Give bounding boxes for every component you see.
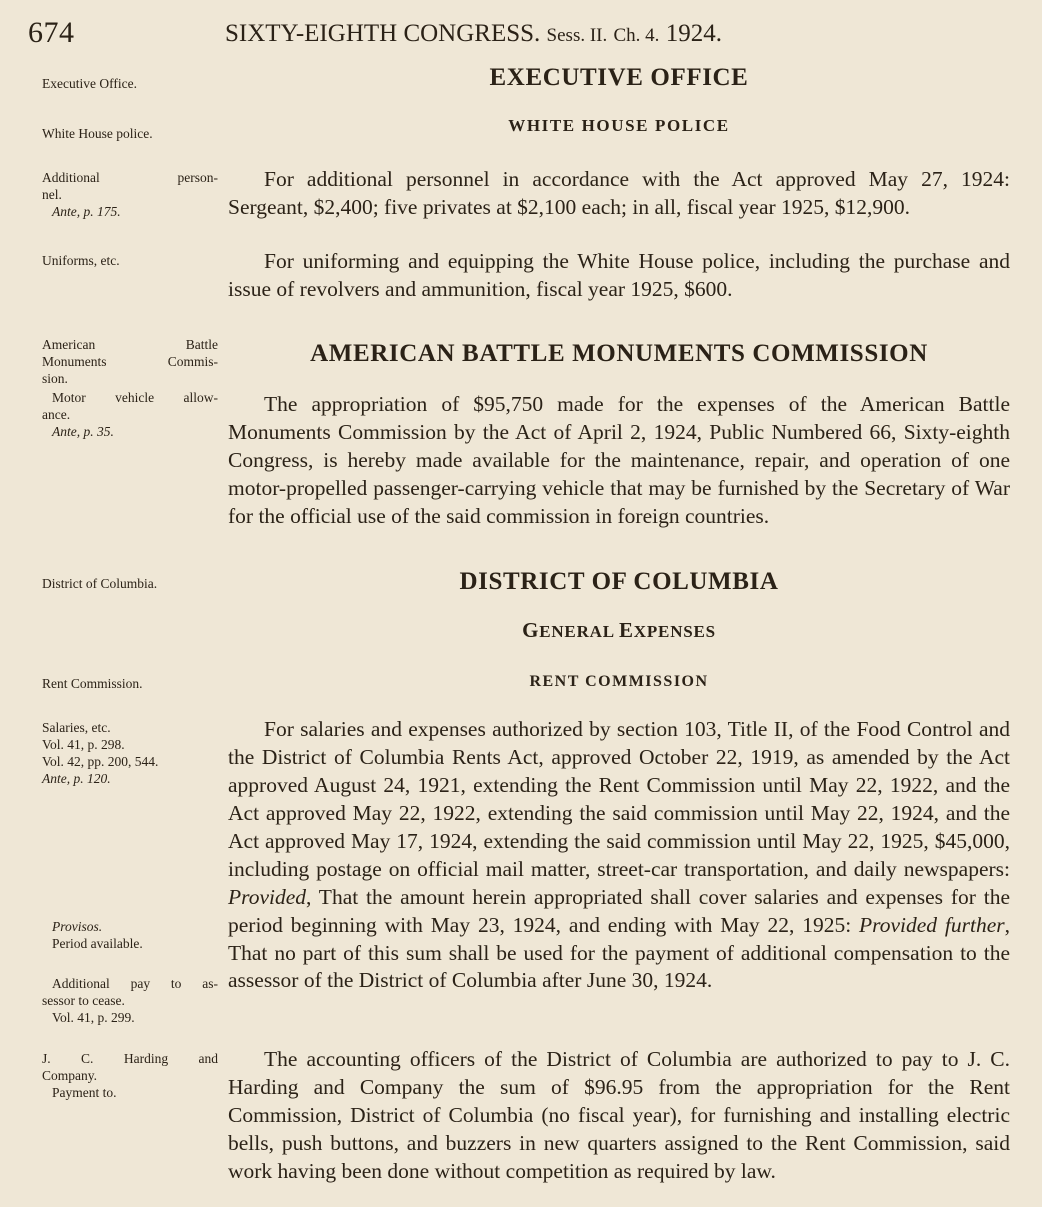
sidenote-additional-personnel — [42, 170, 218, 221]
sidenote-line: Payment to. — [52, 1084, 117, 1100]
sidenote-line: Additional person- — [42, 170, 218, 185]
sidenote-line: Provisos. — [52, 919, 103, 934]
heading-general-expenses-rest1: ENERAL — [539, 622, 619, 641]
heading-executive-office: EXECUTIVE OFFICE — [489, 64, 749, 91]
sidenote-line: Salaries, etc. — [42, 720, 111, 735]
heading-rent-commission: RENT COMMISSION — [529, 673, 709, 690]
rent-text-part2: , That the amount herein appropriated shall cover salaries and expenses for the period beginning with May 23, 1924, and ending with May 22, 1925: — [228, 884, 1010, 937]
sidenote-line: J. C. Harding and — [42, 1051, 218, 1066]
sidenote-reference: Ante, p. 120. — [42, 770, 111, 786]
paragraph-harding: The accounting officers of the District of Columbia are authorized to pay to J. C. Harding and Company the sum of $96.95 from the appropriation for the Rent Commission, District of Columbia (no fiscal year), for furnishing and installing electric bells, push buttons, and buzzers in new quarters assigned to the Rent Commission, said work having been done without competition as required by law. — [228, 1047, 1010, 1183]
heading-white-house-police: WHITE HOUSE POLICE — [508, 116, 730, 135]
rent-text-part1: For salaries and expenses authorized by section 103, Title II, of the Food Control and the District of Columbia Rents Act, approved October 22, 1919, as amended by the Act approved August 24, 1921, extending the Rent Commission until May 22, 1922, and the Act approved May 22, 1922, extending the said commission until May 22, 1924, and the Act approved May 17, 1924, extending the said commission until May 22, 1925, $45,000, including postage on official mail matter, street-car transportation, and daily newspapers: — [228, 717, 1010, 881]
sidenote-line: ance. — [42, 406, 71, 422]
page-number: 674 — [28, 16, 75, 49]
sidenote-line: Period available. — [52, 935, 143, 951]
sidenote-white-house-police — [42, 126, 218, 143]
sidenote-district-of-columbia — [42, 576, 218, 593]
sidenote-line: White House police. — [42, 126, 153, 141]
sidenote-line: Additional pay to as- — [52, 976, 218, 991]
sidenote-line: American Battle — [42, 337, 218, 352]
sidenote-line: sessor to cease. — [42, 992, 125, 1008]
page-title-session: Sess. II. — [546, 25, 608, 46]
sidenote-line: Monuments Commis- — [42, 353, 218, 369]
sidenote-line: sion. — [42, 370, 68, 386]
sidenote-reference: Ante, p. 175. — [52, 203, 121, 219]
rent-proviso-1: Provided — [228, 884, 307, 909]
sidenote-harding-company — [42, 1051, 218, 1102]
sidenote-executive-office — [42, 76, 218, 93]
page-title — [225, 20, 722, 48]
sidenote-motor-vehicle-allowance — [42, 390, 218, 441]
page-title-year: 1924. — [665, 20, 722, 47]
heading-general-expenses — [228, 618, 1010, 643]
sidenote-uniforms — [42, 253, 218, 270]
running-head — [0, 10, 1042, 56]
sidenote-additional-pay-assessor — [42, 976, 218, 1027]
sidenote-american-battle-monuments — [42, 337, 218, 388]
sidenote-salaries — [42, 720, 228, 788]
sidenote-provisos — [42, 919, 218, 953]
sidenote-line: Executive Office. — [42, 76, 137, 91]
sidenote-line: Vol. 42, pp. 200, 544. — [42, 753, 159, 769]
page-title-chapter: Ch. 4. — [613, 25, 660, 46]
paragraph-monuments: The appropriation of $95,750 made for the expenses of the American Battle Monuments Commission by the Act of April 2, 1924, Public Numbered 66, Sixty-eighth Congress, is hereby made available for the maintenance, repair, and operation of one motor-propelled passenger-carrying vehicle that may be furnished by the Secretary of War for the official use of the said commission in foreign countries. — [228, 392, 1010, 528]
sidenote-line: Company. — [42, 1067, 97, 1083]
paragraph-additional-personnel: For additional personnel in accordance with the Act approved May 27, 1924: Sergeant, $2,400; five privates at $2,100 each; in all, fiscal year 1925, $12,900. — [228, 167, 1010, 219]
sidenote-line: Rent Commission. — [42, 676, 143, 691]
sidenote-rent-commission — [42, 676, 218, 693]
heading-district-of-columbia: DISTRICT OF COLUMBIA — [459, 568, 779, 595]
paragraph-uniforms: For uniforming and equipping the White House police, including the purchase and issue of revolvers and ammunition, fiscal year 1925, $600. — [228, 249, 1010, 301]
sidenote-line: District of Columbia. — [42, 576, 158, 591]
sidenote-line: nel. — [42, 186, 62, 202]
sidenote-reference: Ante, p. 35. — [52, 423, 114, 439]
rent-text-part3: , That no part of this sum shall be used for the payment of additional compensation to the assessor of the District of Columbia after June 30, 1924. — [228, 912, 1011, 993]
sidenote-line: Vol. 41, p. 299. — [52, 1009, 135, 1025]
heading-general-expenses-cap2: E — [618, 618, 634, 642]
sidenote-line: Uniforms, etc. — [42, 253, 120, 268]
sidenote-line: Motor vehicle allow- — [52, 390, 218, 405]
sidenote-line: Vol. 41, p. 298. — [42, 736, 125, 752]
heading-general-expenses-cap: G — [522, 618, 540, 642]
heading-general-expenses-rest2: XPENSES — [633, 622, 716, 641]
heading-american-battle-monuments: AMERICAN BATTLE MONUMENTS COMMISSION — [310, 340, 928, 367]
page-title-congress: SIXTY-EIGHTH CONGRESS. — [225, 20, 541, 47]
rent-proviso-2: Provided further — [859, 912, 1005, 937]
paragraph-rent-salaries — [228, 716, 1010, 995]
